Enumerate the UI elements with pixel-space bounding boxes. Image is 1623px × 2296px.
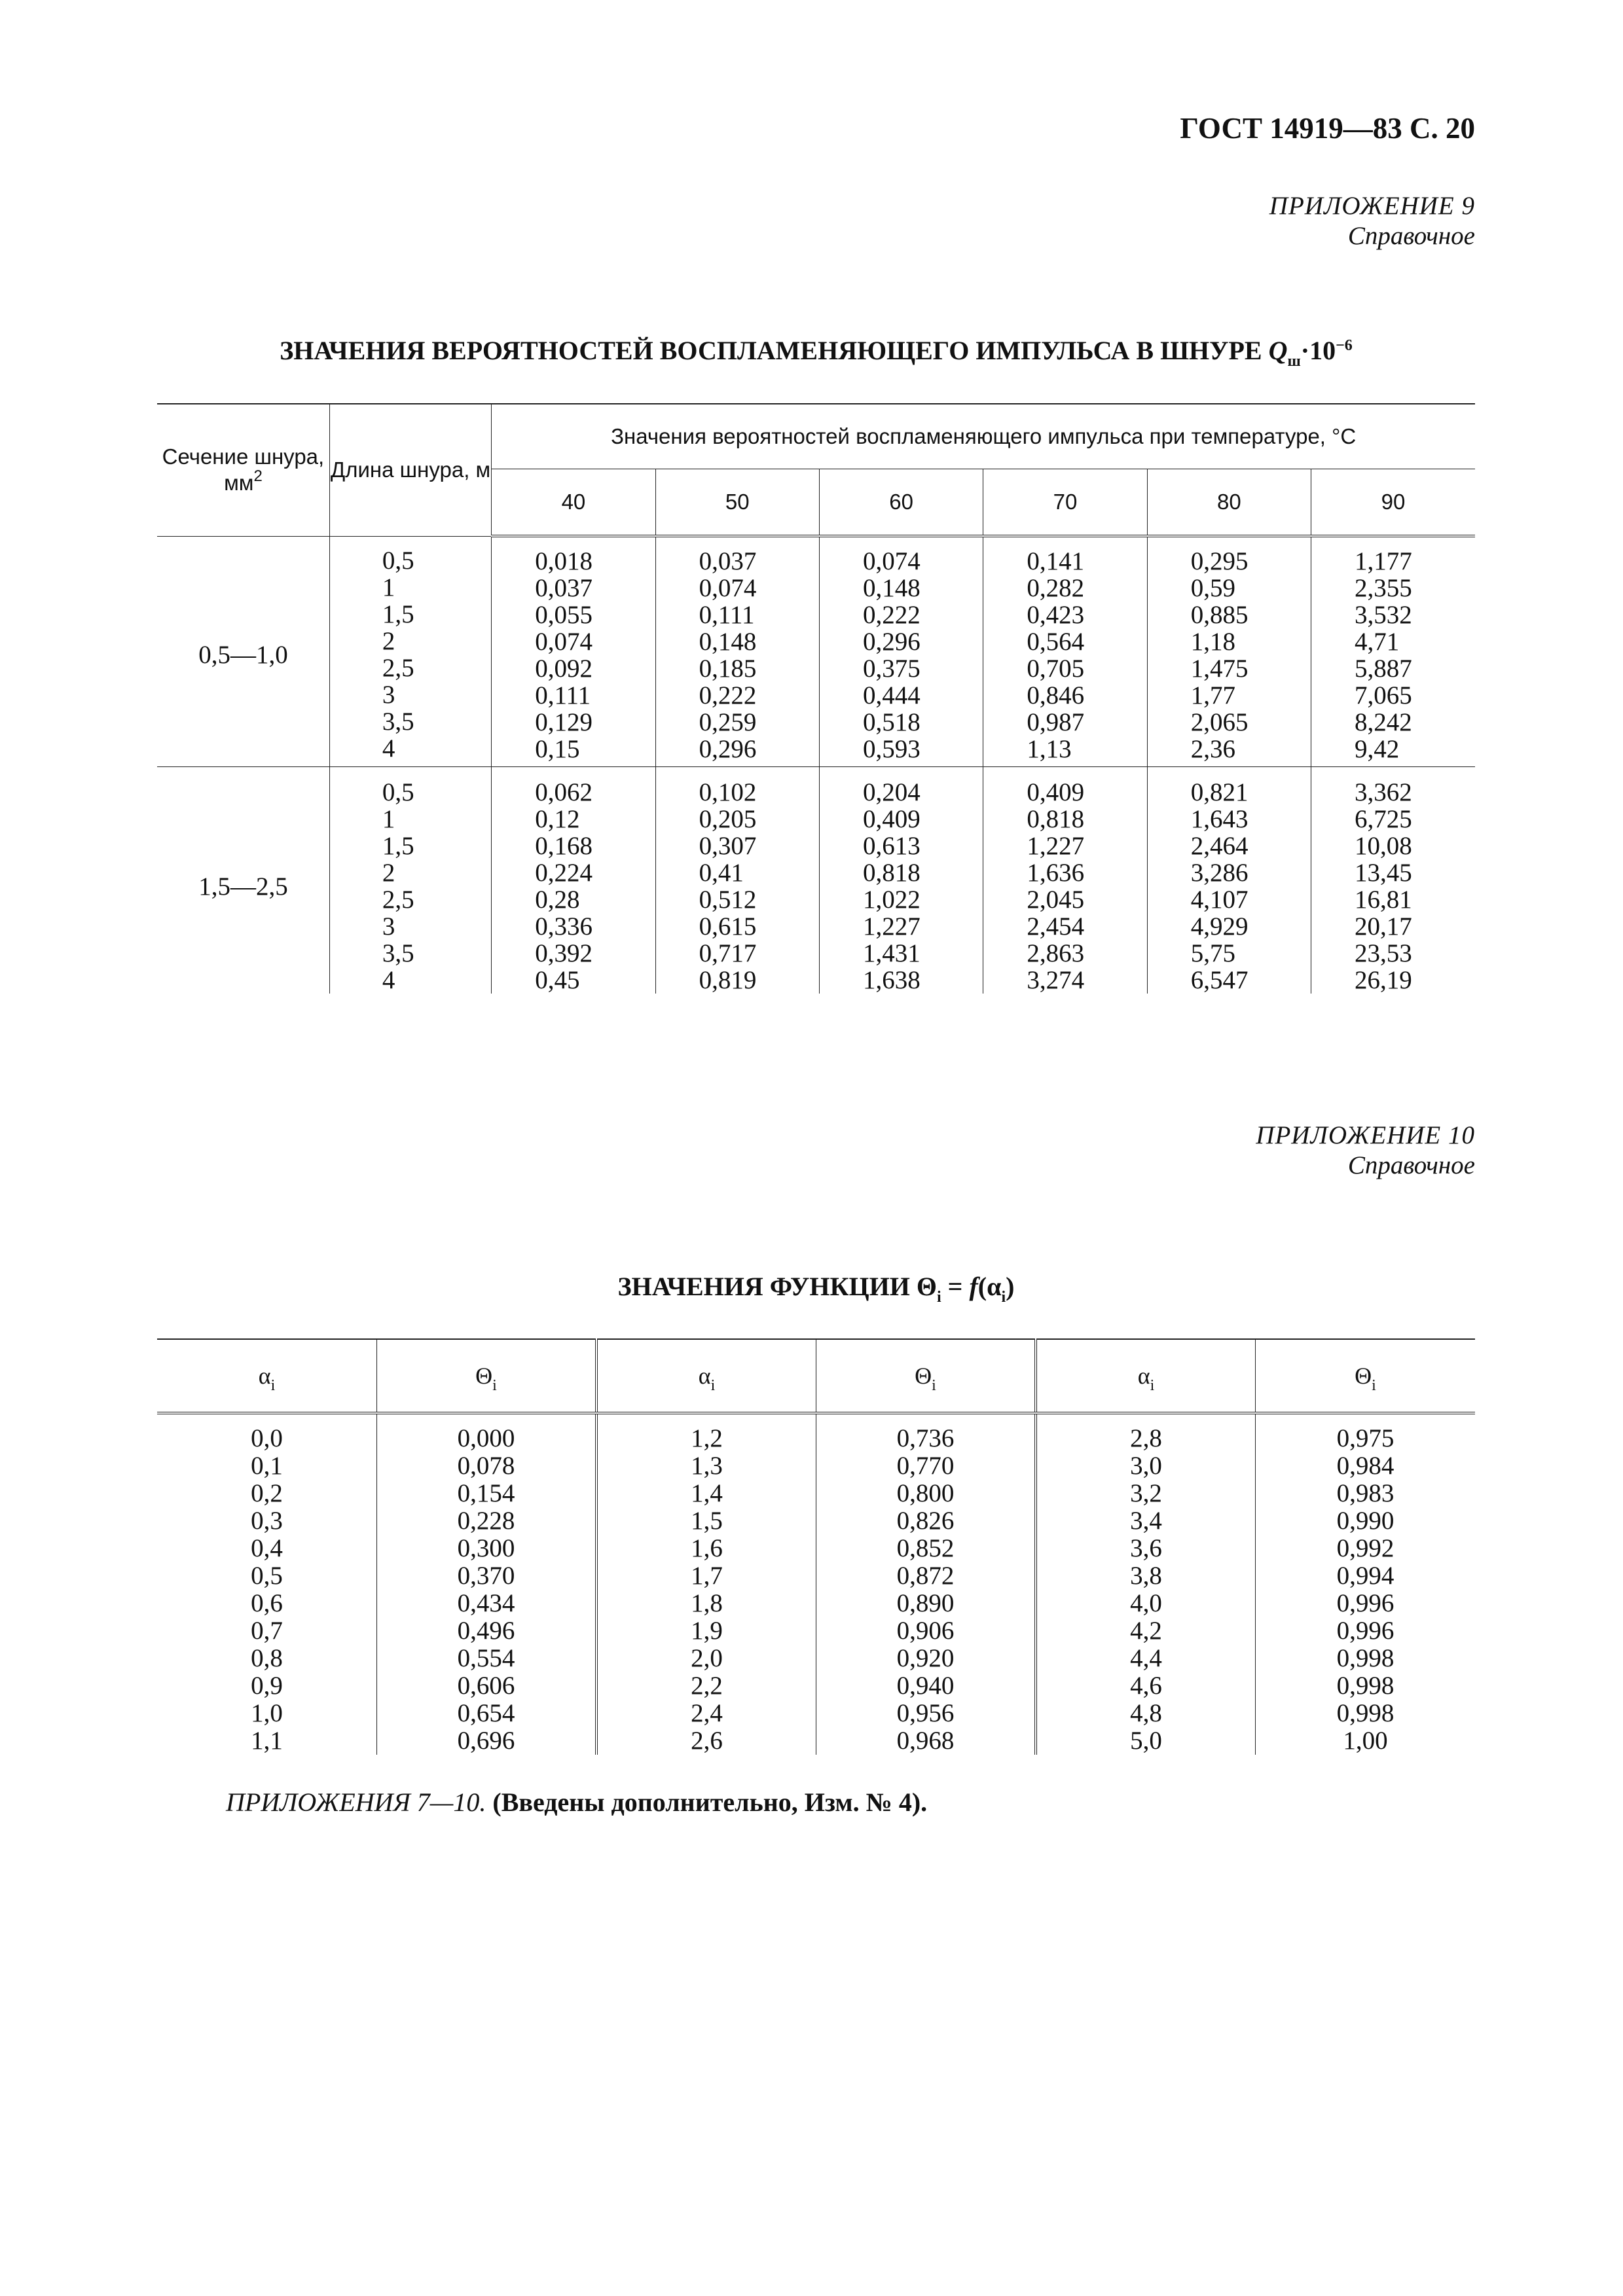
theta-value: 0,906 [896,1617,955,1645]
probability-value: 0,205 [699,805,757,833]
probability-value: 1,18 [1190,628,1235,656]
alpha-value: 0,4 [251,1534,283,1562]
probability-value: 0,074 [535,628,593,656]
probability-cell [1147,767,1311,994]
column-header-length: Длина шнура, м [329,404,491,536]
appendix-9-caption [1269,191,1475,251]
alpha-value: 3,6 [1130,1534,1162,1562]
theta-value: 0,984 [1336,1452,1395,1480]
probability-value: 2,065 [1190,708,1249,736]
theta-value: 0,968 [896,1727,955,1755]
theta-value: 0,998 [1336,1672,1395,1700]
alpha-value: 4,2 [1130,1617,1162,1645]
probability-value: 0,111 [699,601,755,629]
probability-value: 0,062 [535,778,593,806]
length-value: 1 [382,573,395,601]
probability-value: 0,074 [862,547,921,575]
theta-value: 0,990 [1336,1507,1395,1535]
probability-cell [655,536,819,767]
probability-value: 0,392 [535,939,593,967]
temperature-header: 50 [655,469,819,537]
probability-value: 2,045 [1027,886,1085,914]
column-header-values: Значения вероятностей воспламеняющего импульса при температуре, °С [492,404,1475,469]
probability-value: 2,464 [1190,832,1249,860]
alpha-value: 2,6 [691,1727,723,1755]
probability-value: 0,282 [1027,574,1085,602]
probability-value: 0,705 [1027,655,1085,683]
length-value: 3 [382,912,395,941]
theta-value: 0,000 [457,1424,515,1452]
probability-value: 1,643 [1190,805,1249,833]
alpha-header [157,1339,377,1413]
probability-value: 0,141 [1027,547,1085,575]
probability-value: 6,547 [1190,966,1249,994]
theta-value: 0,996 [1336,1589,1395,1617]
theta-value: 0,434 [457,1589,515,1617]
table-2-title-theta-subscript: i [936,1289,941,1306]
theta-value: 0,826 [896,1507,955,1535]
probability-value: 13,45 [1355,859,1412,887]
probability-value: 0,336 [535,912,593,941]
theta-value: 0,154 [457,1479,515,1507]
probability-value: 0,074 [699,574,757,602]
probability-value: 20,17 [1355,912,1412,941]
probability-value: 0,819 [699,966,757,994]
function-values-table [157,1338,1475,1755]
page-header: ГОСТ 14919—83 С. 20 [1180,112,1475,145]
probability-cell [819,767,983,994]
probability-value: 2,454 [1027,912,1085,941]
table-2-title-close: ) [1006,1272,1015,1301]
alpha-value: 3,4 [1130,1507,1162,1535]
theta-header [816,1339,1036,1413]
alpha-value: 1,7 [691,1562,723,1590]
probability-value: 0,129 [535,708,593,736]
probability-cell [492,767,655,994]
theta-value: 0,992 [1336,1534,1395,1562]
probability-value: 3,532 [1355,601,1412,629]
probability-value: 0,111 [535,681,591,709]
alpha-column [596,1413,816,1755]
probability-value: 1,475 [1190,655,1249,683]
theta-value: 0,300 [457,1534,515,1562]
probability-value: 0,846 [1027,681,1085,709]
column-header-section-unit-exponent: 2 [253,467,263,486]
theta-header [1256,1339,1476,1413]
alpha-value: 1,9 [691,1617,723,1645]
probability-value: 0,018 [535,547,593,575]
probability-value: 0,296 [699,735,757,763]
theta-value: 0,654 [457,1699,515,1727]
length-value: 2 [382,626,395,655]
alpha-value: 2,0 [691,1644,723,1672]
probability-value: 0,987 [1027,708,1085,736]
probability-value: 0,295 [1190,547,1249,575]
length-value: 3,5 [382,707,414,736]
length-value: 0,5 [382,778,414,806]
probability-value: 0,375 [862,655,921,683]
probability-value: 7,065 [1355,681,1412,709]
length-value: 4 [382,734,395,762]
probability-value: 1,13 [1027,735,1072,763]
theta-value: 0,872 [896,1562,955,1590]
table-1-title-text: ЗНАЧЕНИЯ ВЕРОЯТНОСТЕЙ ВОСПЛАМЕНЯЮЩЕГО ИМПУЛЬСА В ШНУРЕ [280,336,1262,365]
table-2-title-alpha: (α [977,1272,1002,1301]
theta-value: 0,554 [457,1644,515,1672]
table-2-title-function: f [969,1272,978,1301]
alpha-symbol: α [1137,1363,1150,1389]
table-2-title-equals: = [941,1272,970,1301]
theta-value: 1,00 [1343,1727,1388,1755]
probability-value: 0,055 [535,601,593,629]
length-value: 3,5 [382,939,414,967]
probability-value: 3,286 [1190,859,1249,887]
probability-value: 5,75 [1190,939,1235,967]
theta-value: 0,696 [457,1727,515,1755]
alpha-value: 2,2 [691,1672,723,1700]
probability-value: 0,518 [862,708,921,736]
alpha-value: 0,2 [251,1479,283,1507]
table-2-title-alpha-subscript: i [1001,1289,1006,1306]
probability-value: 0,148 [862,574,921,602]
alpha-column [1036,1413,1256,1755]
length-value: 4 [382,966,395,994]
probability-value: 3,362 [1355,778,1412,806]
length-value: 1 [382,805,395,833]
theta-value: 0,228 [457,1507,515,1535]
probability-value: 0,818 [1027,805,1085,833]
alpha-symbol-subscript: i [270,1377,276,1394]
probability-value: 0,564 [1027,628,1085,656]
probability-value: 0,092 [535,655,593,683]
alpha-header [596,1339,816,1413]
alpha-value: 4,0 [1130,1589,1162,1617]
theta-value: 0,998 [1336,1644,1395,1672]
theta-value: 0,736 [896,1424,955,1452]
alpha-value: 1,4 [691,1479,723,1507]
alpha-value: 1,3 [691,1452,723,1480]
probability-value: 1,431 [862,939,921,967]
probability-value: 2,355 [1355,574,1412,602]
probability-value: 0,204 [862,778,921,806]
probability-cell [1311,767,1475,994]
probability-value: 0,615 [699,912,757,941]
table-2-title [157,1271,1475,1306]
probability-value: 0,15 [535,735,580,763]
temperature-header: 70 [983,469,1147,537]
theta-value: 0,370 [457,1562,515,1590]
theta-value: 0,975 [1336,1424,1395,1452]
appendix-10-type: Справочное [1347,1151,1475,1179]
length-cell [329,767,491,994]
alpha-value: 1,0 [251,1699,283,1727]
theta-header [377,1339,597,1413]
appendices-footnote [226,1787,927,1818]
theta-value: 0,496 [457,1617,515,1645]
probability-value: 1,638 [862,966,921,994]
probability-value: 0,296 [862,628,921,656]
alpha-symbol-subscript: i [710,1377,716,1394]
alpha-value: 0,6 [251,1589,283,1617]
alpha-value: 5,0 [1130,1727,1162,1755]
alpha-value: 3,2 [1130,1479,1162,1507]
length-value: 0,5 [382,546,414,575]
temperature-header: 60 [819,469,983,537]
section-cell: 0,5—1,0 [198,640,288,669]
probability-value: 0,885 [1190,601,1249,629]
alpha-value: 3,8 [1130,1562,1162,1590]
probability-value: 16,81 [1355,886,1412,914]
theta-value: 0,956 [896,1699,955,1727]
alpha-value: 1,1 [251,1727,283,1755]
probability-cell [819,536,983,767]
alpha-value: 0,1 [251,1452,283,1480]
theta-value: 0,770 [896,1452,955,1480]
probability-value: 0,168 [535,832,593,860]
theta-value: 0,994 [1336,1562,1395,1590]
length-cell [329,536,491,767]
alpha-value: 3,0 [1130,1452,1162,1480]
alpha-value: 1,5 [691,1507,723,1535]
theta-value: 0,998 [1336,1699,1395,1727]
probability-value: 2,863 [1027,939,1085,967]
probability-value: 0,185 [699,655,757,683]
probability-value: 26,19 [1355,966,1412,994]
table-1-title-variable: Q [1268,336,1288,365]
probability-value: 0,821 [1190,778,1249,806]
probability-value: 0,444 [862,681,921,709]
table-1-title-exponent: −6 [1336,337,1353,354]
theta-column [816,1413,1036,1755]
alpha-value: 2,8 [1130,1424,1162,1452]
probability-value: 0,102 [699,778,757,806]
probability-cell [1147,536,1311,767]
table-1-title [157,335,1475,370]
theta-value: 0,983 [1336,1479,1395,1507]
probability-value: 5,887 [1355,655,1412,683]
probability-value: 0,512 [699,886,757,914]
theta-value: 0,852 [896,1534,955,1562]
footnote-appendices-ref: ПРИЛОЖЕНИЯ 7—10. [226,1787,486,1817]
table-1-title-variable-subscript: ш [1287,353,1301,370]
probability-cell [1311,536,1475,767]
alpha-value: 0,8 [251,1644,283,1672]
length-value: 1,5 [382,600,414,628]
theta-symbol-subscript: i [932,1377,936,1394]
section-cell: 1,5—2,5 [157,767,329,994]
theta-column [377,1413,597,1755]
appendix-10-caption [1256,1121,1475,1181]
alpha-value: 4,6 [1130,1672,1162,1700]
appendix-10-label: ПРИЛОЖЕНИЕ 10 [1256,1121,1475,1149]
probability-value: 0,59 [1190,574,1235,602]
probability-cell [983,536,1147,767]
probability-value: 4,929 [1190,912,1249,941]
probability-value: 1,227 [1027,832,1085,860]
footnote-amendment-note: (Введены дополнительно, Изм. № 4). [492,1787,928,1817]
temperature-header: 90 [1311,469,1475,537]
probability-value: 1,022 [862,886,921,914]
alpha-value: 1,6 [691,1534,723,1562]
probability-value: 0,423 [1027,601,1085,629]
table-2-title-text: ЗНАЧЕНИЯ ФУНКЦИИ [617,1272,910,1301]
probability-value: 0,222 [862,601,921,629]
alpha-value: 1,8 [691,1589,723,1617]
probability-value: 0,818 [862,859,921,887]
table-row-group [157,536,1475,767]
probability-value: 0,409 [1027,778,1085,806]
alpha-header [1036,1339,1256,1413]
probability-value: 0,593 [862,735,921,763]
probability-value: 4,107 [1190,886,1249,914]
function-table-header-row [157,1339,1475,1413]
alpha-value: 4,4 [1130,1644,1162,1672]
alpha-column [157,1413,377,1755]
probability-value: 0,717 [699,939,757,967]
table-1-title-multiplier: ·10 [1300,336,1336,365]
alpha-value: 4,8 [1130,1699,1162,1727]
alpha-value: 1,2 [691,1424,723,1452]
probability-value: 2,36 [1190,735,1235,763]
appendix-9-label: ПРИЛОЖЕНИЕ 9 [1269,192,1475,220]
probability-value: 3,274 [1027,966,1085,994]
theta-value: 0,078 [457,1452,515,1480]
probability-value: 0,037 [699,547,757,575]
alpha-value: 0,3 [251,1507,283,1535]
table-row-group [157,767,1475,994]
length-value: 2,5 [382,653,414,682]
probability-value: 0,409 [862,805,921,833]
column-header-section-text: Сечение шнура, мм [162,444,325,495]
probability-value: 0,259 [699,708,757,736]
theta-column [1256,1413,1476,1755]
theta-symbol-subscript: i [1372,1377,1376,1394]
alpha-value: 0,5 [251,1562,283,1590]
theta-value: 0,920 [896,1644,955,1672]
theta-symbol: Θ [475,1363,493,1389]
alpha-value: 2,4 [691,1699,723,1727]
ignition-probability-table [157,403,1475,994]
length-value: 2,5 [382,886,414,914]
alpha-symbol: α [258,1363,271,1389]
probability-value: 0,12 [535,805,580,833]
alpha-symbol: α [698,1363,711,1389]
length-value: 2 [382,859,395,887]
function-table-data-row [157,1413,1475,1755]
theta-symbol: Θ [1355,1363,1372,1389]
probability-value: 8,242 [1355,708,1412,736]
probability-value: 23,53 [1355,939,1412,967]
ignition-probability-table-body [157,536,1475,994]
theta-symbol: Θ [915,1363,932,1389]
probability-value: 10,08 [1355,832,1412,860]
length-value: 1,5 [382,832,414,860]
probability-value: 1,227 [862,912,921,941]
alpha-value: 0,7 [251,1617,283,1645]
probability-value: 1,636 [1027,859,1085,887]
length-value: 3 [382,680,395,709]
alpha-value: 0,9 [251,1672,283,1700]
probability-value: 9,42 [1355,735,1400,763]
probability-value: 4,71 [1355,628,1400,656]
theta-value: 0,800 [896,1479,955,1507]
probability-value: 0,613 [862,832,921,860]
appendix-9-type: Справочное [1347,222,1475,250]
temperature-header: 40 [492,469,655,537]
probability-cell [655,767,819,994]
theta-value: 0,606 [457,1672,515,1700]
probability-value: 0,222 [699,681,757,709]
theta-value: 0,940 [896,1672,955,1700]
table-2-title-theta: Θ [916,1272,937,1301]
probability-value: 0,037 [535,574,593,602]
theta-value: 0,890 [896,1589,955,1617]
probability-value: 0,41 [699,859,744,887]
probability-value: 1,177 [1355,547,1412,575]
alpha-value: 0,0 [251,1424,283,1452]
probability-value: 0,148 [699,628,757,656]
alpha-symbol-subscript: i [1150,1377,1155,1394]
probability-value: 0,45 [535,966,580,994]
probability-value: 0,28 [535,886,580,914]
probability-cell [492,536,655,767]
probability-value: 6,725 [1355,805,1412,833]
column-header-section [157,404,329,536]
probability-value: 0,307 [699,832,757,860]
probability-value: 1,77 [1190,681,1235,709]
theta-symbol-subscript: i [492,1377,497,1394]
probability-cell [983,767,1147,994]
temperature-header: 80 [1147,469,1311,537]
theta-value: 0,996 [1336,1617,1395,1645]
probability-value: 0,224 [535,859,593,887]
